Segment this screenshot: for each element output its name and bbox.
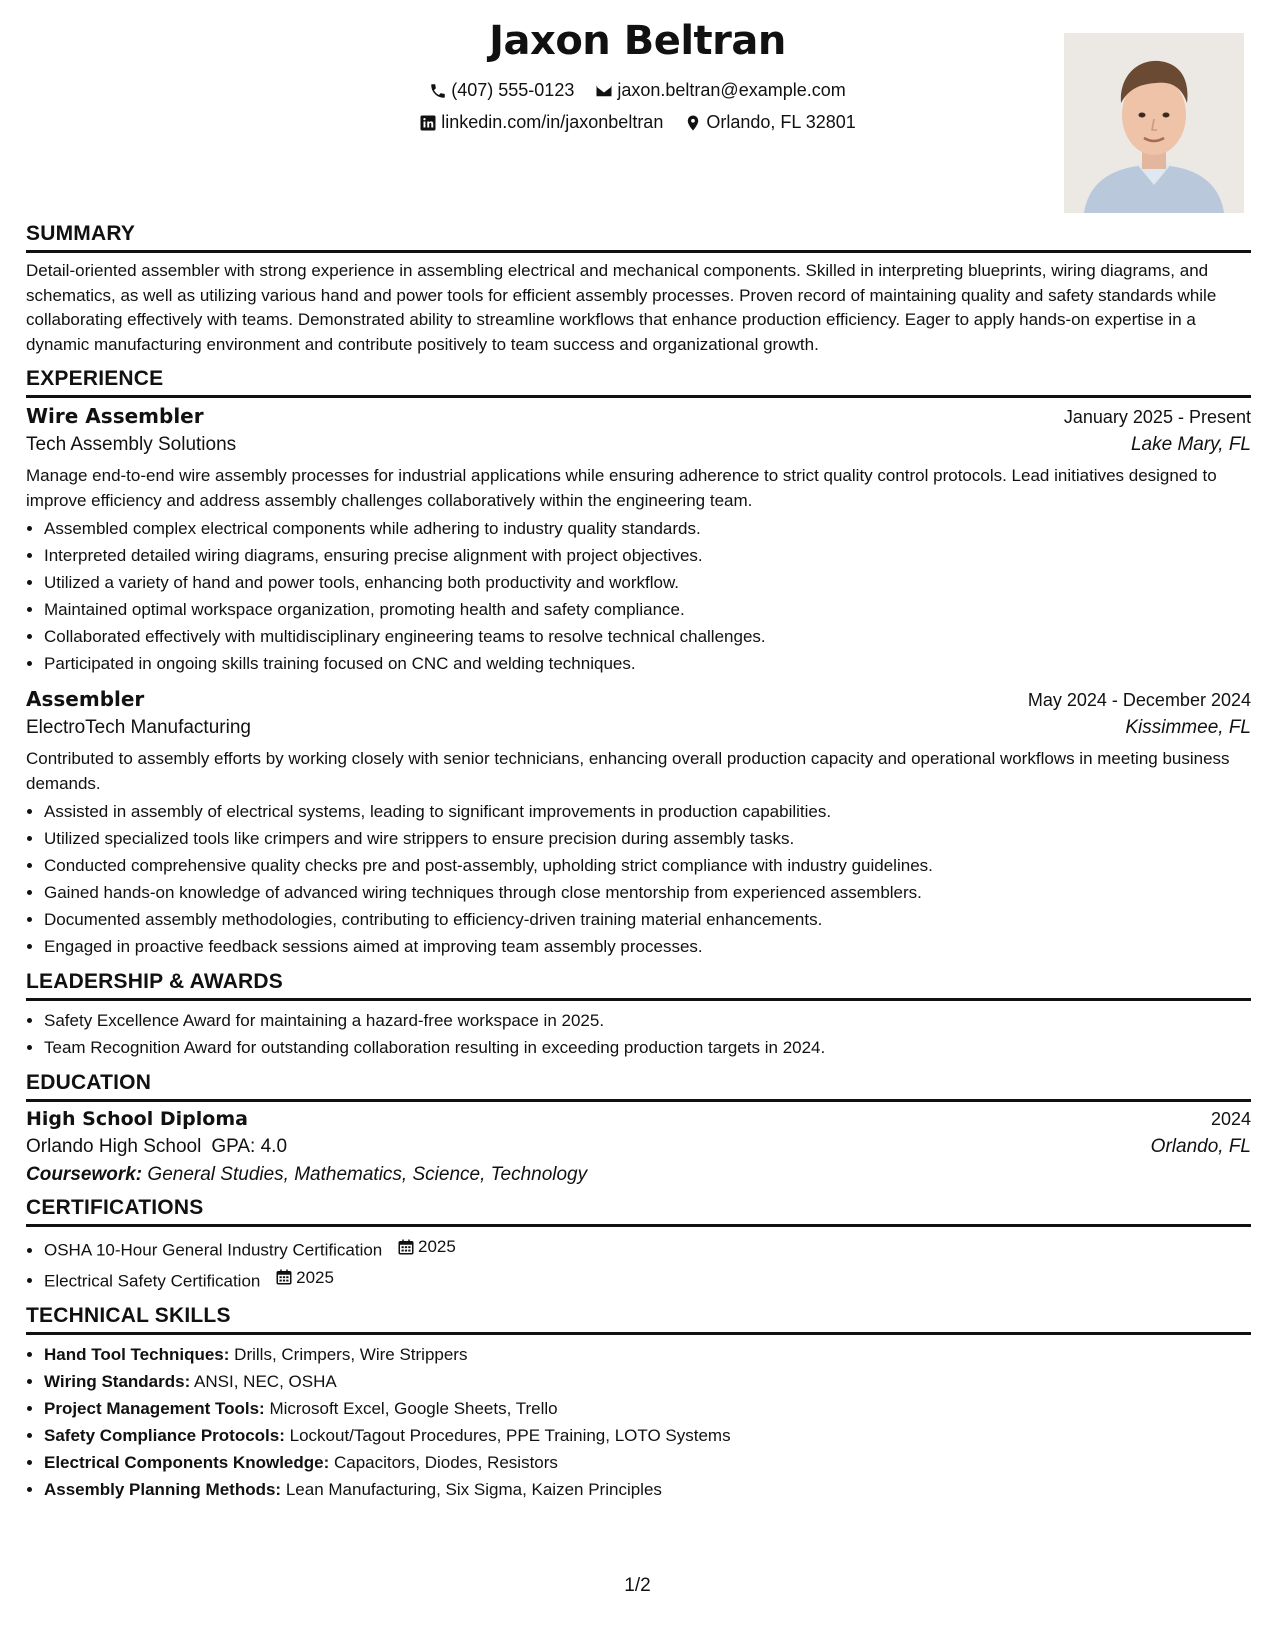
location-text: Orlando, FL 32801	[706, 112, 856, 132]
skill-label: Wiring Standards:	[44, 1372, 191, 1391]
skill-label: Hand Tool Techniques:	[44, 1345, 230, 1364]
skill-value: ANSI, NEC, OSHA	[194, 1372, 337, 1391]
skill-item	[44, 1476, 1251, 1503]
job-dates: May 2024 - December 2024	[1027, 690, 1251, 710]
skill-value: Capacitors, Diodes, Resistors	[334, 1453, 558, 1472]
certification-item	[44, 1233, 1251, 1264]
job-bullet: • Assisted in assembly of electrical systems, leading to significant improvements in production capabilities.	[44, 798, 1251, 825]
skill-value: Drills, Crimpers, Wire Strippers	[234, 1345, 468, 1364]
skill-label: Electrical Components Knowledge:	[44, 1453, 330, 1472]
job-bullet: • Collaborated effectively with multidisciplinary engineering teams to resolve technical challenges.	[44, 623, 1251, 650]
job-bullet: • Conducted comprehensive quality checks pre and post-assembly, upholding strict compliance with industry guidelines.	[44, 852, 1251, 879]
award-item: • Safety Excellence Award for maintaining a hazard-free workspace in 2025.	[44, 1007, 1251, 1034]
job-bullet: • Interpreted detailed wiring diagrams, ensuring precise alignment with project objectives.	[44, 542, 1251, 569]
job-bullet: • Engaged in proactive feedback sessions aimed at improving team assembly processes.	[44, 933, 1251, 960]
job-bullet: • Assembled complex electrical components while adhering to industry quality standards.	[44, 515, 1251, 542]
job-description: Contributed to assembly efforts by working closely with senior technicians, enhancing overall production capacity and operational workflows in meeting business demands.	[26, 749, 1230, 793]
summary-text: Detail-oriented assembler with strong experience in assembling electrical and mechanical components. Skilled in interpreting blueprints, wiring diagrams, and schematics, as well as utilizing various hand and power tools for efficient assembly processes. Proven record of maintaining quality and safety standards while collaborating effectively with teams. Demonstrated ability to streamline workflows that enhance production efficiency. Eager to apply hands-on expertise in a dynamic manufacturing environment and contribute positively to team success and organizational growth.	[26, 261, 1217, 354]
profile-photo	[1064, 33, 1244, 213]
job-bullets	[26, 798, 1251, 960]
linkedin-icon	[419, 114, 437, 132]
phone-icon	[429, 82, 447, 100]
skill-item	[44, 1395, 1251, 1422]
calendar-icon	[397, 1238, 415, 1256]
linkedin-contact[interactable]	[419, 112, 663, 133]
location-contact	[684, 112, 855, 133]
skill-item	[44, 1449, 1251, 1476]
company-name: Tech Assembly Solutions	[26, 434, 237, 455]
skill-item	[44, 1368, 1251, 1395]
skill-label: Assembly Planning Methods:	[44, 1480, 282, 1499]
certifications-section	[26, 1196, 1251, 1294]
skill-label: Safety Compliance Protocols:	[44, 1426, 285, 1445]
education-section	[26, 1071, 1251, 1186]
job-dates: January 2025 - Present	[1063, 407, 1251, 427]
job-bullet: • Maintained optimal workspace organization, promoting health and safety compliance.	[44, 596, 1251, 623]
education-location: Orlando, FL	[1150, 1136, 1251, 1157]
summary-section	[26, 222, 1251, 357]
certification-item	[44, 1264, 1251, 1295]
job-entry	[26, 687, 1251, 960]
job-entry	[26, 404, 1251, 677]
job-location: Lake Mary, FL	[1130, 434, 1251, 455]
job-bullet: • Participated in ongoing skills training focused on CNC and welding techniques.	[44, 650, 1251, 677]
job-location: Kissimmee, FL	[1125, 717, 1251, 738]
job-bullet: • Utilized a variety of hand and power tools, enhancing both productivity and workflow.	[44, 569, 1251, 596]
certification-name: OSHA 10-Hour General Industry Certification	[44, 1240, 383, 1260]
job-title: Wire Assembler	[26, 404, 204, 428]
coursework-line	[26, 1164, 1251, 1186]
envelope-icon	[595, 82, 613, 100]
job-title: Assembler	[26, 687, 145, 711]
job-bullet: • Utilized specialized tools like crimpers and wire strippers to ensure precision during assembly tasks.	[44, 825, 1251, 852]
skills-list	[26, 1341, 1251, 1503]
company-name: ElectroTech Manufacturing	[26, 717, 251, 738]
experience-heading: EXPERIENCE	[26, 367, 1251, 398]
awards-list	[26, 1007, 1251, 1061]
email-contact[interactable]	[595, 80, 845, 101]
coursework-label: Coursework:	[26, 1164, 143, 1185]
award-item: • Team Recognition Award for outstanding collaboration resulting in exceeding production targets in 2024.	[44, 1034, 1251, 1061]
candidate-name: Jaxon Beltran	[489, 18, 786, 64]
certification-year: 2025	[296, 1267, 334, 1287]
job-bullets	[26, 515, 1251, 677]
degree-title: High School Diploma	[26, 1108, 248, 1130]
email-text: jaxon.beltran@example.com	[617, 80, 846, 100]
certifications-list	[26, 1233, 1251, 1294]
skill-item	[44, 1341, 1251, 1368]
summary-heading: SUMMARY	[26, 222, 1251, 253]
certifications-heading: CERTIFICATIONS	[26, 1196, 1251, 1227]
skill-value: Lockout/Tagout Procedures, PPE Training, LOTO Systems	[289, 1426, 731, 1445]
education-year: 2024	[1210, 1109, 1251, 1129]
certification-name: Electrical Safety Certification	[44, 1271, 261, 1290]
map-pin-icon	[684, 114, 702, 132]
skill-value: Lean Manufacturing, Six Sigma, Kaizen Principles	[285, 1480, 662, 1499]
calendar-icon	[275, 1268, 293, 1286]
skills-heading: TECHNICAL SKILLS	[26, 1304, 1251, 1335]
resume-body	[26, 222, 1251, 1513]
job-description: Manage end-to-end wire assembly processes for industrial applications while ensuring adherence to strict quality control protocols. Lead initiatives designed to improve efficiency and address assembly challenges collaboratively within the engineering team.	[26, 466, 1217, 510]
experience-section	[26, 367, 1251, 960]
skill-value: Microsoft Excel, Google Sheets, Trello	[269, 1399, 558, 1418]
skill-label: Project Management Tools:	[44, 1399, 265, 1418]
school-name: Orlando High School	[26, 1136, 202, 1157]
certification-year: 2025	[418, 1237, 456, 1256]
phone-contact	[429, 80, 574, 101]
job-bullet: • Documented assembly methodologies, contributing to efficiency-driven training material enhancements.	[44, 906, 1251, 933]
linkedin-text: linkedin.com/in/jaxonbeltran	[441, 112, 664, 132]
resume-header	[0, 0, 1275, 215]
education-heading: EDUCATION	[26, 1071, 1251, 1102]
page-number: 1/2	[624, 1575, 651, 1596]
skills-section	[26, 1304, 1251, 1503]
awards-section	[26, 970, 1251, 1061]
coursework-text: General Studies, Mathematics, Science, Technology	[147, 1164, 588, 1185]
awards-heading: LEADERSHIP & AWARDS	[26, 970, 1251, 1001]
skill-item	[44, 1422, 1251, 1449]
job-bullet: • Gained hands-on knowledge of advanced wiring techniques through close mentorship from experienced assemblers.	[44, 879, 1251, 906]
phone-text: (407) 555-0123	[451, 80, 575, 100]
gpa-text: GPA: 4.0	[211, 1136, 288, 1157]
